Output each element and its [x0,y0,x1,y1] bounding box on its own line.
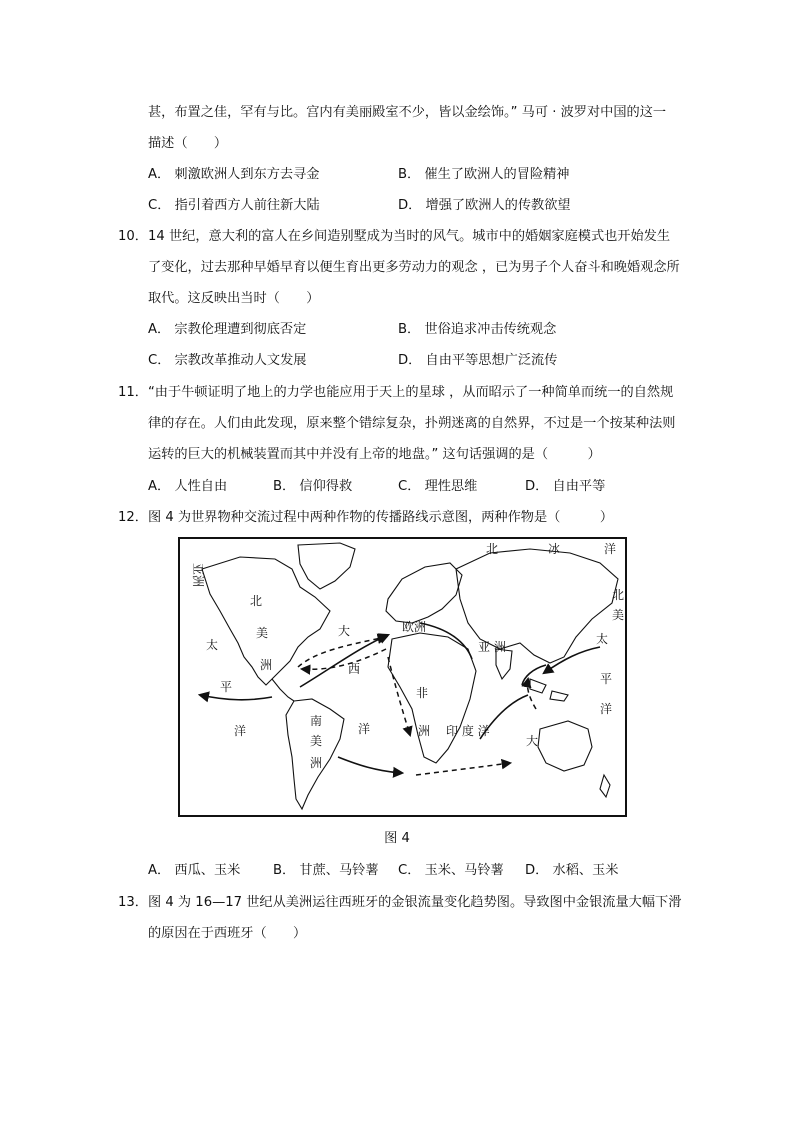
q9-option-d[interactable]: D． 增强了欧洲人的传教欲望 [398,198,571,213]
map-label-yang-atlantic: 洋 [358,722,371,736]
world-map-svg [180,539,625,815]
map-label-ping-left: 平 [220,680,233,694]
route-dashed-lines [298,637,539,775]
q12-option-b[interactable]: B． 甘蔗、马铃薯 [273,863,379,878]
world-map-figure [178,537,627,817]
q10-text-line1: 10．14 世纪，意大利的富人在乡间造别墅成为当时的风气。城市中的婚姻家庭模式也开始发生 [118,229,671,244]
q11-option-a[interactable]: A． 人性自由 [148,479,228,494]
route-solid-americas-europe [300,635,388,687]
q11-option-c[interactable]: C． 理性思维 [398,479,478,494]
q12-option-a[interactable]: A． 西瓜、玉米 [148,863,241,878]
route-dashed-atlantic-loop [298,637,386,667]
map-label-europe: 欧洲 [402,620,427,634]
q9-text-line2: 描述（ ） [148,136,228,151]
q9-option-c[interactable]: C． 指引着西方人前往新大陆 [148,198,320,213]
route-solid-asia-pacific [544,647,600,673]
central-america-outline [272,679,294,701]
map-label-asia: 亚 洲 [478,640,506,654]
map-label-north: 北 [250,594,263,608]
q10-option-a[interactable]: A． 宗教伦理遭到彻底否定 [148,322,307,337]
map-label-zhou-na: 洲 [260,658,273,672]
map-label-mei-right: 美 [612,608,625,622]
map-label-ping-right: 平 [600,672,613,686]
q10-option-c[interactable]: C． 宗教改革推动人文发展 [148,353,307,368]
map-label-xi-atlantic: 西 [348,662,361,676]
map-label-mei-sa: 美 [310,734,323,748]
map-label-yang-right: 洋 [600,702,613,716]
q9-option-a[interactable]: A． 刺激欧洲人到东方去寻金 [148,167,320,182]
map-label-asia-left: 亚洲 [191,563,205,588]
map-label-bei-right: 北 [612,588,625,602]
map-label-arctic-yang: 洋 [604,542,617,556]
map-label-da-atlantic: 大 [338,624,351,638]
greenland-outline [298,543,355,589]
q10-text-line2: 了变化，过去那种早婚早育以便生育出更多劳动力的观念 ，已为男子个人奋斗和晚婚观念所 [148,260,680,275]
map-label-yang-left: 洋 [234,724,247,738]
q11-text-line1: 11．“由于牛顿证明了地上的力学也能应用于天上的星球 ，从而昭示了一种简单而统一的自然规 [118,385,674,400]
q9-text-line1: 甚，布置之佳，罕有与比。宫内有美丽殿室不少，皆以金绘饰。” 马可 · 波罗对中国的这一 [148,105,667,120]
map-label-arctic-bei: 北 [486,542,499,556]
map-label-fei: 非 [416,686,429,700]
map-labels [191,541,624,770]
q13-text-line2: 的原因在于西班牙（ ） [148,926,307,941]
q12-text-line1: 12．图 4 为世界物种交流过程中两种作物的传播路线示意图，两种作物是（ ） [118,510,614,525]
q13-text-line1: 13．图 4 为 16—17 世纪从美洲运往西班牙的金银流量变化趋势图。导致图中金银流量大幅下滑 [118,895,682,910]
new-zealand-outline [600,775,610,797]
q10-option-d[interactable]: D． 自由平等思想广泛流传 [398,353,558,368]
route-solid-pacific-west [200,695,272,700]
map-label-tai-right: 太 [596,632,609,646]
route-solid-europe-africa [420,623,472,659]
map-label-nan: 南 [310,714,323,728]
map-label-mei: 美 [256,626,269,640]
africa-outline [388,633,476,763]
continent-outlines [202,543,618,809]
q9-option-b[interactable]: B． 催生了欧洲人的冒险精神 [398,167,570,182]
q11-option-d[interactable]: D． 自由平等 [525,479,606,494]
route-dashed-asia [527,679,536,709]
map-label-zhou-africa: 洲 [418,724,431,738]
map-label-zhou-sa: 洲 [310,756,323,770]
figure-caption: 图 4 [384,831,410,846]
map-label-indian-ocean: 印 度 洋 [446,724,490,738]
route-dashed-indian-east [416,763,510,775]
route-solid-se-asia [522,665,546,685]
q10-option-b[interactable]: B． 世俗追求冲击传统观念 [398,322,557,337]
q11-option-b[interactable]: B． 信仰得救 [273,479,353,494]
se-asia-islands [530,679,568,701]
q10-text-line3: 取代。这反映出当时（ ） [148,291,320,306]
q11-text-line3: 运转的巨大的机械装置而其中并没有上帝的地盘。” 这句话强调的是（ ） [148,447,601,462]
map-label-da-right: 大 [526,734,539,748]
map-label-tai-left: 太 [206,638,219,652]
australia-outline [538,721,592,771]
q12-option-d[interactable]: D． 水稻、玉米 [525,863,619,878]
q11-text-line2: 律的存在。人们由此发现，原来整个错综复杂，扑朔迷离的自然界，不过是一个按某种法则 [148,416,676,431]
map-label-arctic-bing: 冰 [548,542,561,556]
route-solid-south-atlantic [338,757,402,773]
europe-outline [386,563,462,623]
q12-option-c[interactable]: C． 玉米、马铃薯 [398,863,504,878]
route-dashed-europe-africa [388,657,410,735]
